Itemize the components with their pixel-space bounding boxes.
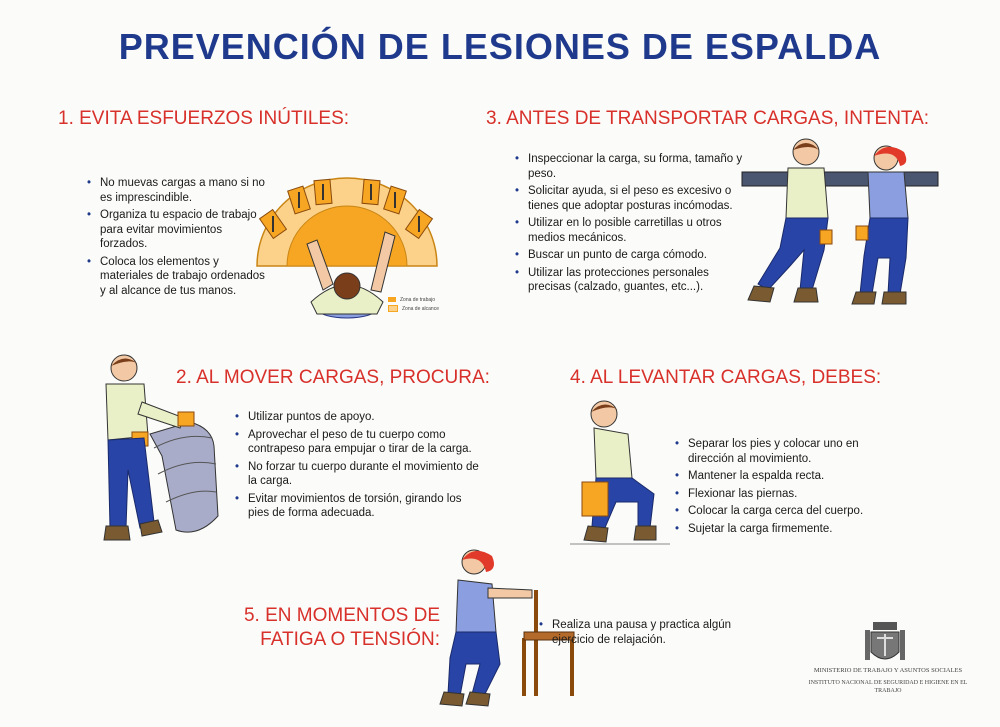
section-1-heading: 1. EVITA ESFUERZOS INÚTILES:	[58, 108, 350, 129]
list-item: • Utilizar en lo posible carretillas u otros medios mecánicos.	[528, 216, 744, 245]
ministry-name: MINISTERIO DE TRABAJO Y ASUNTOS SOCIALES	[813, 667, 963, 674]
list-item: • Inspeccionar la carga, su forma, tamaño y peso.	[528, 152, 744, 181]
section-1-list	[84, 176, 268, 301]
section-2-list	[232, 410, 480, 524]
list-item: • Sujetar la carga firmemente.	[688, 522, 906, 537]
worker-pushing-barrel-illustration	[92, 352, 227, 552]
list-item: • Utilizar las protecciones personales precisas (calzado, guantes, etc...).	[528, 266, 744, 295]
list-item: • Coloca los elementos y materiales de trabajo ordenados y al alcance de tus manos.	[100, 255, 268, 299]
list-item: • Colocar la carga cerca del cuerpo.	[688, 504, 906, 519]
section-4-heading: 4. AL LEVANTAR CARGAS, DEBES:	[570, 367, 882, 388]
list-item: • Realiza una pausa y practica algún ejercicio de relajación.	[552, 618, 762, 647]
legend-work-zone: Zona de trabajo	[400, 297, 436, 303]
section-3-heading: 3. ANTES DE TRANSPORTAR CARGAS, INTENTA:	[486, 108, 930, 129]
legend-reach-zone: Zona de alcance	[402, 306, 439, 312]
list-item: • Solicitar ayuda, si el peso es excesivo o tienes que adoptar posturas incómodas.	[528, 184, 744, 213]
list-item: • No forzar tu cuerpo durante el movimiento de la carga.	[248, 460, 480, 489]
list-item: • Utilizar puntos de apoyo.	[248, 410, 480, 425]
list-item: • No muevas cargas a mano si no es imprescindible.	[100, 176, 268, 205]
list-item: • Mantener la espalda recta.	[688, 469, 906, 484]
section-5-list	[536, 618, 762, 650]
list-item: • Aprovechar el peso de tu cuerpo como contrapeso para empujar o tirar de la carga.	[248, 428, 480, 457]
two-workers-carrying-beam-illustration	[740, 138, 940, 318]
institute-name: INSTITUTO NACIONAL DE SEGURIDAD E HIGIENE EN EL TRABAJO	[808, 680, 968, 694]
section-2-heading: 2. AL MOVER CARGAS, PROCURA:	[176, 367, 490, 388]
section-4-list	[672, 437, 906, 539]
worker-lifting-box-illustration	[570, 398, 670, 548]
list-item: • Buscar un punto de carga cómodo.	[528, 248, 744, 263]
ministry-footer	[808, 615, 968, 695]
list-item: • Flexionar las piernas.	[688, 487, 906, 502]
workspace-legend	[388, 296, 439, 314]
list-item: • Separar los pies y colocar uno en dirección al movimiento.	[688, 437, 906, 466]
section-5-heading: 5. EN MOMENTOS DE FATIGA O TENSIÓN:	[243, 605, 440, 650]
section-3-list	[512, 152, 744, 298]
page-title: PREVENCIÓN DE LESIONES DE ESPALDA	[118, 26, 882, 67]
list-item: • Organiza tu espacio de trabajo para evitar movimientos forzados.	[100, 208, 268, 252]
list-item: • Evitar movimientos de torsión, girando los pies de forma adecuada.	[248, 492, 480, 521]
